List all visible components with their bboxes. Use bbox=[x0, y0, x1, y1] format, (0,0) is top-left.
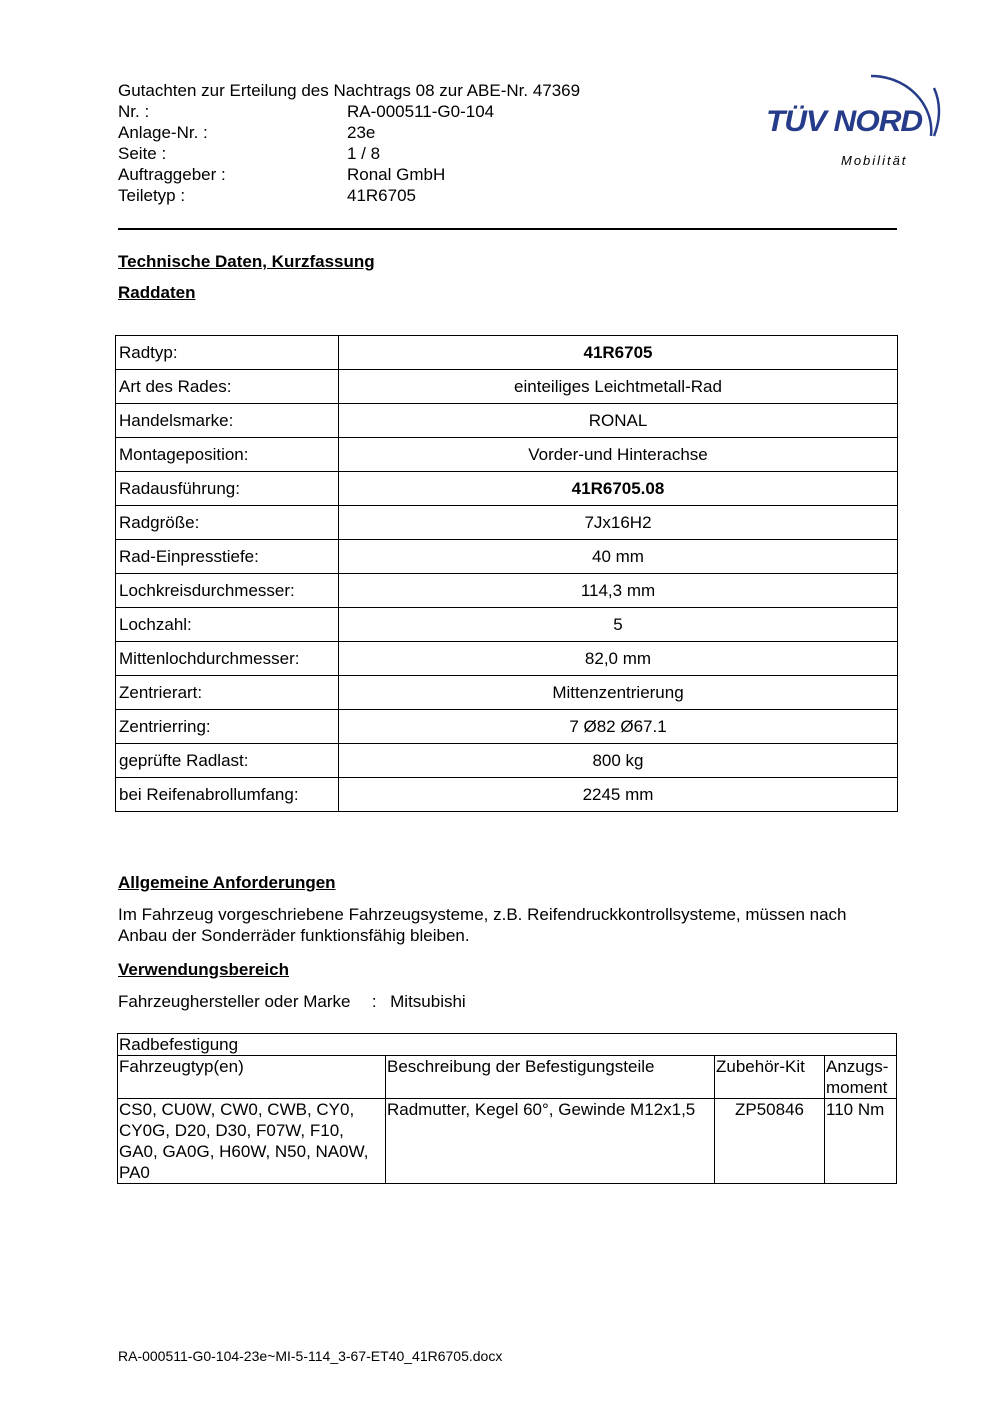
raddaten-heading: Raddaten bbox=[118, 283, 196, 302]
row-value: 41R6705.08 bbox=[339, 472, 898, 506]
header-row bbox=[118, 185, 580, 206]
header-label: Teiletyp : bbox=[118, 186, 186, 205]
header-value: RA-000511-G0-104 bbox=[347, 102, 495, 121]
logo-wordmark: TÜV NORD bbox=[766, 105, 923, 138]
radbefestigung-title: Radbefestigung bbox=[118, 1034, 897, 1056]
row-value: 5 bbox=[339, 608, 898, 642]
col-header-beschreibung: Beschreibung der Befestigungsteile bbox=[386, 1056, 715, 1099]
row-label: bei Reifenabrollumfang: bbox=[116, 778, 339, 812]
row-value: 800 kg bbox=[339, 744, 898, 778]
table-row bbox=[116, 336, 898, 370]
col-header-anzugsmoment: Anzugs-moment bbox=[825, 1056, 897, 1099]
header-label: Anlage-Nr. : bbox=[118, 123, 208, 142]
header-row bbox=[118, 122, 580, 143]
tuev-nord-logo bbox=[766, 58, 941, 173]
row-value: einteiliges Leichtmetall-Rad bbox=[339, 370, 898, 404]
header-divider bbox=[118, 228, 897, 230]
verwendung-line bbox=[118, 991, 466, 1012]
table-row bbox=[116, 642, 898, 676]
verwendung-heading: Verwendungsbereich bbox=[118, 960, 289, 979]
table-row bbox=[116, 438, 898, 472]
cell-zubehoer-kit: ZP50846 bbox=[715, 1099, 825, 1184]
row-value: 40 mm bbox=[339, 540, 898, 574]
table-row bbox=[116, 506, 898, 540]
anforderungen-heading: Allgemeine Anforderungen bbox=[118, 873, 336, 892]
cell-anzugsmoment: 110 Nm bbox=[825, 1099, 897, 1184]
table-row bbox=[116, 710, 898, 744]
row-label: Handelsmarke: bbox=[116, 404, 339, 438]
row-label: geprüfte Radlast: bbox=[116, 744, 339, 778]
row-label: Lochzahl: bbox=[116, 608, 339, 642]
table-row bbox=[116, 540, 898, 574]
anforderungen-text: Im Fahrzeug vorgeschriebene Fahrzeugsysteme, z.B. Reifendruckkontrollsysteme, müssen nach Anbau der Sonderräder funktionsfähig bleiben. bbox=[118, 905, 847, 945]
document-title: Gutachten zur Erteilung des Nachtrags 08 zur ABE-Nr. 47369 bbox=[118, 81, 581, 100]
row-value: RONAL bbox=[339, 404, 898, 438]
header-value: 1 / 8 bbox=[347, 144, 381, 163]
table-row bbox=[116, 778, 898, 812]
row-value: 82,0 mm bbox=[339, 642, 898, 676]
document-header bbox=[118, 80, 580, 206]
radbefestigung-table bbox=[117, 1033, 897, 1184]
header-row bbox=[118, 164, 580, 185]
table-row bbox=[116, 608, 898, 642]
header-label: Nr. : bbox=[118, 102, 150, 121]
table-row bbox=[116, 574, 898, 608]
row-label: Montageposition: bbox=[116, 438, 339, 472]
row-label: Radtyp: bbox=[116, 336, 339, 370]
header-label: Auftraggeber : bbox=[118, 165, 226, 184]
row-value: Mittenzentrierung bbox=[339, 676, 898, 710]
row-label: Zentrierring: bbox=[116, 710, 339, 744]
col-header-zubehoer: Zubehör-Kit bbox=[715, 1056, 825, 1099]
cell-fahrzeugtypen: CS0, CU0W, CW0, CWB, CY0, CY0G, D20, D30, F07W, F10, GA0, GA0G, H60W, N50, NA0W, PA0 bbox=[118, 1099, 386, 1184]
row-label: Rad-Einpresstiefe: bbox=[116, 540, 339, 574]
cell-beschreibung: Radmutter, Kegel 60°, Gewinde M12x1,5 bbox=[386, 1099, 715, 1184]
hersteller-sep: : bbox=[371, 992, 377, 1011]
row-value: 114,3 mm bbox=[339, 574, 898, 608]
header-value: 41R6705 bbox=[347, 186, 417, 205]
row-value: 7 Ø82 Ø67.1 bbox=[339, 710, 898, 744]
header-value: 23e bbox=[347, 123, 376, 142]
header-row bbox=[118, 101, 580, 122]
table-row bbox=[116, 472, 898, 506]
hersteller-value: Mitsubishi bbox=[390, 992, 466, 1011]
row-value: 7Jx16H2 bbox=[339, 506, 898, 540]
raddaten-table bbox=[115, 335, 898, 812]
table-row bbox=[116, 404, 898, 438]
table-row bbox=[116, 370, 898, 404]
row-value: 2245 mm bbox=[339, 778, 898, 812]
logo-subtitle: Mobilität bbox=[841, 153, 908, 168]
hersteller-label: Fahrzeughersteller oder Marke bbox=[118, 992, 351, 1011]
row-label: Art des Rades: bbox=[116, 370, 339, 404]
row-label: Zentrierart: bbox=[116, 676, 339, 710]
col-header-fahrzeugtyp: Fahrzeugtyp(en) bbox=[118, 1056, 386, 1099]
row-label: Lochkreisdurchmesser: bbox=[116, 574, 339, 608]
row-value: 41R6705 bbox=[339, 336, 898, 370]
row-label: Mittenlochdurchmesser: bbox=[116, 642, 339, 676]
row-label: Radgröße: bbox=[116, 506, 339, 540]
section-title: Technische Daten, Kurzfassung bbox=[118, 252, 375, 271]
header-label: Seite : bbox=[118, 144, 167, 163]
table-row bbox=[116, 744, 898, 778]
header-rows bbox=[118, 101, 580, 206]
footer-filename: RA-000511-G0-104-23e~MI-5-114_3-67-ET40_41R6705.docx bbox=[118, 1348, 503, 1364]
table-row bbox=[116, 676, 898, 710]
row-value: Vorder-und Hinterachse bbox=[339, 438, 898, 472]
header-row bbox=[118, 143, 580, 164]
row-label: Radausführung: bbox=[116, 472, 339, 506]
header-value: Ronal GmbH bbox=[347, 165, 446, 184]
